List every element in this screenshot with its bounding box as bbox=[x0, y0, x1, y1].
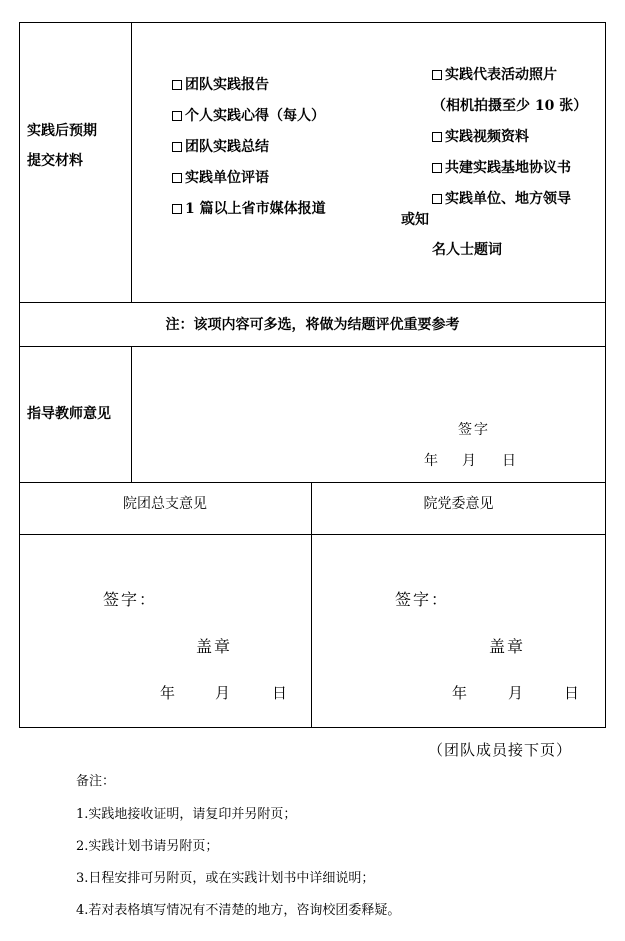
advisor-day: 日 bbox=[502, 453, 516, 469]
divider bbox=[19, 302, 606, 303]
advisor-year: 年 bbox=[424, 453, 438, 469]
divider bbox=[131, 22, 132, 302]
branch-sign: 签字： bbox=[103, 590, 158, 609]
remarks-item: 3.日程安排可另附页，或在实践计划书中详细说明； bbox=[76, 871, 375, 886]
checkbox-icon[interactable] bbox=[432, 163, 442, 173]
checkbox-icon[interactable] bbox=[172, 111, 182, 121]
remarks-item: 1.实践地接收证明，请复印并另附页； bbox=[76, 807, 297, 822]
divider bbox=[19, 346, 606, 347]
party-year: 年 bbox=[452, 684, 468, 702]
checkbox-note: 或知 bbox=[401, 212, 429, 228]
remarks-item: 2.实践计划书请另附页； bbox=[76, 839, 219, 854]
note-text: 注：该项内容可多选，将做为结题评优重要参考 bbox=[165, 317, 460, 333]
checkbox-note: 名人士题词 bbox=[432, 242, 502, 258]
advisor-month: 月 bbox=[462, 453, 476, 469]
checkbox-icon[interactable] bbox=[432, 132, 442, 142]
branch-title: 院团总支意见 bbox=[123, 496, 207, 512]
branch-day: 日 bbox=[272, 684, 288, 702]
checkbox-icon[interactable] bbox=[172, 80, 182, 90]
divider bbox=[19, 482, 606, 483]
checkbox-note: （相机拍摄至少 10 张） bbox=[432, 98, 588, 114]
checkbox-icon[interactable] bbox=[432, 194, 442, 204]
continued-note: （团队成员接下页） bbox=[428, 741, 573, 759]
checkbox-item[interactable]: 个人实践心得（每人） bbox=[172, 107, 325, 125]
checkbox-item[interactable]: 1 篇以上省市媒体报道 bbox=[172, 200, 326, 218]
party-month: 月 bbox=[508, 684, 524, 702]
party-day: 日 bbox=[564, 684, 580, 702]
checkbox-item[interactable]: 实践视频资料 bbox=[432, 128, 529, 146]
checkbox-icon[interactable] bbox=[172, 204, 182, 214]
checkbox-icon[interactable] bbox=[172, 173, 182, 183]
divider bbox=[311, 482, 312, 728]
checkbox-item[interactable]: 实践单位、地方领导 bbox=[432, 190, 571, 208]
remarks-title: 备注： bbox=[76, 774, 116, 789]
checkbox-item[interactable]: 共建实践基地协议书 bbox=[432, 159, 571, 177]
checkbox-item[interactable]: 实践单位评语 bbox=[172, 169, 269, 187]
checkbox-icon[interactable] bbox=[172, 142, 182, 152]
checkbox-item[interactable]: 团队实践报告 bbox=[172, 76, 269, 94]
checkbox-icon[interactable] bbox=[432, 70, 442, 80]
advisor-sign: 签字 bbox=[458, 422, 490, 438]
divider bbox=[19, 534, 606, 535]
materials-label: 实践后预期 提交材料 bbox=[27, 123, 97, 169]
branch-seal: 盖章 bbox=[196, 637, 233, 656]
party-title: 院党委意见 bbox=[423, 496, 494, 512]
advisor-label: 指导教师意见 bbox=[27, 406, 111, 422]
checkbox-item[interactable]: 实践代表活动照片 bbox=[432, 66, 557, 84]
branch-month: 月 bbox=[215, 684, 231, 702]
checkbox-item[interactable]: 团队实践总结 bbox=[172, 138, 269, 156]
divider bbox=[131, 346, 132, 482]
remarks-item: 4.若对表格填写情况有不清楚的地方，咨询校团委释疑。 bbox=[76, 903, 401, 918]
party-seal: 盖章 bbox=[489, 637, 526, 656]
branch-year: 年 bbox=[160, 684, 176, 702]
party-sign: 签字： bbox=[395, 590, 450, 609]
